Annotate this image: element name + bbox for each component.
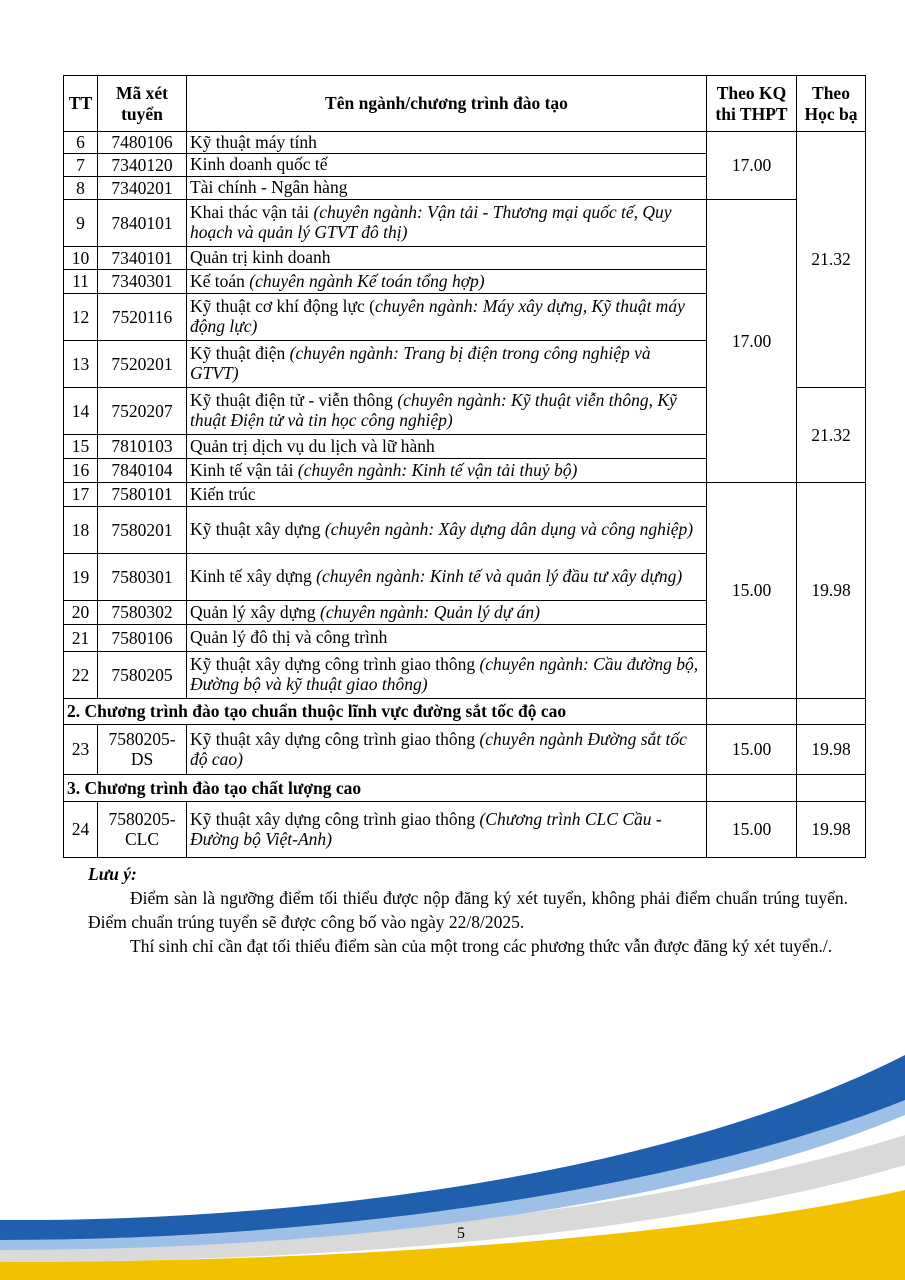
row-code: 7580205 (98, 652, 187, 699)
notes-label: Lưu ý: (88, 864, 137, 884)
program-name-text: Kinh doanh quốc tế (190, 154, 328, 175)
program-specialization: (chuyên ngành: Xây dựng dân dụng và công nghiệp) (324, 519, 694, 540)
row-code: 7520201 (98, 341, 187, 388)
row-tt: 20 (64, 601, 98, 625)
program-name-text: Quản lý xây dựng (190, 601, 321, 622)
row-program-name (187, 554, 707, 601)
score-thpt: 17.00 (707, 200, 797, 483)
score-hocba: 19.98 (797, 483, 866, 699)
program-name-text: Kỹ thuật xây dựng công trình giao thông (190, 808, 480, 829)
table-row (64, 725, 866, 775)
row-code: 7520207 (98, 388, 187, 435)
notes-section (88, 862, 848, 958)
row-program-name (187, 177, 707, 200)
row-tt: 6 (64, 132, 98, 154)
program-specialization: (chuyên ngành: Cầu đường bộ, Đường bộ và kỹ thuật giao thông) (190, 654, 699, 694)
program-specialization: (chuyên ngành: Kỹ thuật viễn thông, Kỹ thuật Điện tử và tin học công nghiệp) (190, 390, 677, 430)
row-code: 7340101 (98, 247, 187, 270)
row-tt: 17 (64, 483, 98, 507)
score-hocba: 19.98 (797, 725, 866, 775)
row-code: 7580205-DS (98, 725, 187, 775)
table-header-row (64, 76, 866, 132)
header-tt: TT (64, 76, 98, 132)
row-tt: 13 (64, 341, 98, 388)
table-row (64, 132, 866, 154)
row-code: 7580101 (98, 483, 187, 507)
row-program-name (187, 247, 707, 270)
program-name-text: Kinh tế vận tải (190, 459, 298, 480)
row-program-name (187, 294, 707, 341)
table-row (64, 200, 866, 247)
program-specialization: chuyên ngành: Máy xây dựng, Kỹ thuật máy động lực) (190, 296, 685, 336)
header-hocba-score: Theo Học bạ (797, 76, 866, 132)
row-program-name (187, 601, 707, 625)
row-code: 7340201 (98, 177, 187, 200)
program-name-text: Kỹ thuật máy tính (190, 131, 317, 152)
program-name-text: Kỹ thuật xây dựng công trình giao thông (190, 654, 480, 675)
row-code: 7340120 (98, 154, 187, 177)
score-hocba: 19.98 (797, 802, 866, 858)
row-program-name (187, 154, 707, 177)
notes-paragraph-2: Thí sinh chỉ cần đạt tối thiểu điểm sàn của một trong các phương thức vẫn được đăng ký xét tuyển./. (130, 936, 833, 956)
row-code: 7580302 (98, 601, 187, 625)
program-specialization: (chuyên ngành: Trang bị điện trong công nghiệp và GTVT) (190, 343, 651, 383)
row-code: 7810103 (98, 435, 187, 459)
program-name-text: Quản lý đô thị và công trình (190, 627, 388, 648)
row-tt: 11 (64, 270, 98, 294)
program-name-text: Kỹ thuật điện tử - viễn thông (190, 390, 398, 411)
program-name-text: Tài chính - Ngân hàng (190, 177, 348, 198)
row-tt: 15 (64, 435, 98, 459)
row-tt: 23 (64, 725, 98, 775)
program-specialization: (Chương trình CLC Cầu - Đường bộ Việt-Anh) (190, 808, 662, 849)
row-program-name (187, 459, 707, 483)
program-name-text: Kỹ thuật điện (190, 343, 290, 364)
header-thpt-score: Theo KQ thi THPT (707, 76, 797, 132)
score-thpt: 15.00 (707, 725, 797, 775)
row-program-name (187, 625, 707, 652)
row-tt: 16 (64, 459, 98, 483)
program-name-text: Kế toán (190, 270, 250, 291)
empty-cell (797, 699, 866, 725)
row-tt: 14 (64, 388, 98, 435)
row-program-name (187, 341, 707, 388)
empty-cell (707, 699, 797, 725)
program-specialization: (chuyên ngành: Quản lý dự án) (320, 601, 541, 622)
row-program-name (187, 725, 707, 775)
row-code: 7520116 (98, 294, 187, 341)
row-tt: 22 (64, 652, 98, 699)
program-name-text: Kiến trúc (190, 483, 256, 504)
row-tt: 10 (64, 247, 98, 270)
footer-wave-decoration (0, 1040, 905, 1280)
row-program-name (187, 388, 707, 435)
row-tt: 21 (64, 625, 98, 652)
row-tt: 9 (64, 200, 98, 247)
row-code: 7580201 (98, 507, 187, 554)
empty-cell (707, 775, 797, 802)
admission-score-table (63, 75, 866, 858)
row-tt: 8 (64, 177, 98, 200)
row-tt: 19 (64, 554, 98, 601)
score-thpt: 15.00 (707, 483, 797, 699)
row-program-name (187, 802, 707, 858)
page-number: 5 (457, 1225, 465, 1242)
notes-paragraph-1: Điểm sàn là ngưỡng điểm tối thiểu được nộp đăng ký xét tuyển, không phải điểm chuẩn trúng tuyển. Điểm chuẩn trúng tuyển sẽ được công bố vào ngày 22/8/2025. (88, 888, 848, 932)
empty-cell (797, 775, 866, 802)
table-row (64, 483, 866, 507)
score-thpt: 17.00 (707, 132, 797, 200)
table-row (64, 802, 866, 858)
program-specialization: (chuyên ngành Kế toán tổng hợp) (249, 270, 485, 291)
score-hocba: 21.32 (797, 132, 866, 388)
section-heading: 2. Chương trình đào tạo chuẩn thuộc lĩnh vực đường sắt tốc độ cao (64, 699, 707, 725)
row-code: 7840104 (98, 459, 187, 483)
program-name-text: Quản trị kinh doanh (190, 247, 331, 268)
program-specialization: (chuyên ngành: Vận tải - Thương mại quốc tế, Quy hoạch và quản lý GTVT đô thị) (190, 202, 672, 242)
row-tt: 18 (64, 507, 98, 554)
program-name-text: Kỹ thuật xây dựng công trình giao thông (190, 728, 480, 749)
program-name-text: Khai thác vận tải (190, 202, 314, 223)
row-program-name (187, 507, 707, 554)
program-name-text: Kinh tế xây dựng (190, 566, 317, 587)
row-code: 7580205-CLC (98, 802, 187, 858)
row-program-name (187, 652, 707, 699)
row-tt: 12 (64, 294, 98, 341)
score-thpt: 15.00 (707, 802, 797, 858)
section-row (64, 775, 866, 802)
row-code: 7340301 (98, 270, 187, 294)
row-program-name (187, 132, 707, 154)
row-code: 7580106 (98, 625, 187, 652)
program-name-text: Quản trị dịch vụ du lịch và lữ hành (190, 435, 435, 456)
section-row (64, 699, 866, 725)
program-name-text: Kỹ thuật cơ khí động lực ( (190, 296, 375, 317)
program-specialization: (chuyên ngành: Kinh tế vận tải thuỷ bộ) (297, 459, 578, 480)
program-specialization: (chuyên ngành Đường sắt tốc độ cao) (190, 728, 687, 769)
row-tt: 7 (64, 154, 98, 177)
row-program-name (187, 483, 707, 507)
section-heading: 3. Chương trình đào tạo chất lượng cao (64, 775, 707, 802)
score-hocba: 21.32 (797, 388, 866, 483)
row-program-name (187, 200, 707, 247)
row-code: 7480106 (98, 132, 187, 154)
header-code: Mã xét tuyển (98, 76, 187, 132)
header-program-name: Tên ngành/chương trình đào tạo (187, 76, 707, 132)
program-name-text: Kỹ thuật xây dựng (190, 519, 325, 540)
row-code: 7840101 (98, 200, 187, 247)
row-program-name (187, 435, 707, 459)
row-tt: 24 (64, 802, 98, 858)
row-code: 7580301 (98, 554, 187, 601)
program-specialization: (chuyên ngành: Kinh tế và quản lý đầu tư xây dựng) (316, 566, 683, 587)
row-program-name (187, 270, 707, 294)
